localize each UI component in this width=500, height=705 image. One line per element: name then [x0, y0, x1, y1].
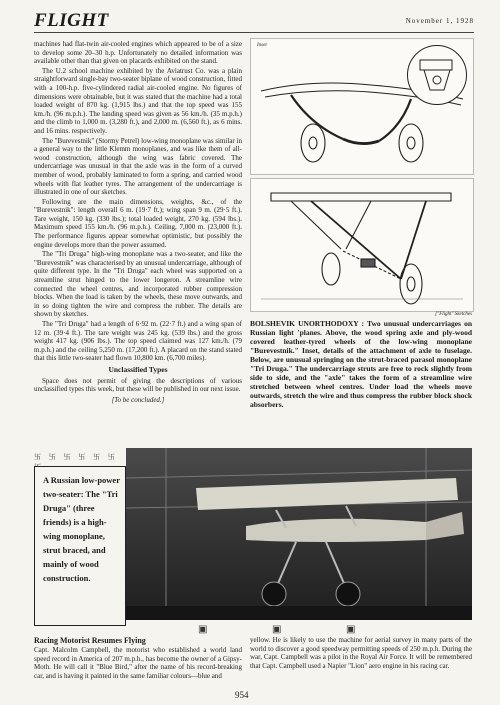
article-right-column: yellow. He is likely to use the machine for aerial survey in many parts of the world to discover a good speedway permitting speeds of 250 m.p.h. During the war, Capt. Campbell was a pilot in the Royal Air Force. It will be remembered that Capt. Campbell used a Napier "Lion" aero engine in his racing car. — [250, 636, 472, 670]
ornament-symbol: ▣ — [346, 624, 356, 635]
paragraph: The "Tri Druga" high-wing monoplane was a two-seater, and like the "Burevestnik" was characterised by an unusual undercarriage, although of quite different type. In the "Tri Druga" each wheel was supported on a streamline strut hinged to the lower longeron. A streamline wire connected the wheel centres, and incorporated rubber compression blocks. When the load is taken by the wheels, these move outwards, and in so doing tighten the wire and compress the rubber. The details are shown by sketches. — [34, 250, 242, 319]
paragraph: machines had flat-twin air-cooled engines which appeared to be of a size to develop some 20–30 h.p. Unfortunately no detailed information was available other than that given on placards exhibited on the stand. — [34, 40, 242, 66]
left-text-column — [34, 40, 242, 440]
inset-circle — [407, 45, 467, 105]
figure-caption: BOLSHEVIK UNORTHODOXY : Two unusual undercarriages on Russian light 'planes. Above, the wood spring axle and ply-wood covered leather-tyred wheels of the low-wing monoplane "Burevestnik." Inset, details of the attachment of axle to fuselage. Below, are unusual springing on the strut-braced parasol monoplane "Tri Druga." The undercarriage struts are free to rock slightly from side to side, and the "axle" takes the form of a streamline wire stretched between wheel centres. Under load the wheels move outwards, stretch the wire and thus compress the rubber block shock absorbers. — [250, 319, 472, 409]
photo-caption-text: A Russian low-power two-seater: The "Tri Druga" (three friends) is a high-wing monoplane, strut braced, and mainly of wood construction. — [43, 475, 120, 583]
tri-druga-sketch-drawing — [251, 179, 473, 311]
ornament-symbol: ▣ — [272, 624, 282, 635]
ornament-symbol: ▣ — [198, 624, 208, 635]
tri-druga-photograph — [126, 448, 472, 620]
inset-label: Inset — [257, 43, 267, 48]
sketch-tri-druga-undercarriage — [250, 178, 474, 312]
masthead — [34, 12, 474, 33]
inset-detail-drawing — [408, 46, 466, 104]
paragraph: The "Burevestnik" (Stormy Petrel) low-wing monoplane was similar in a general way to the little Klemm monoplanes, and was like them of all-wood construction, although the wing was fabric covered. The undercarriage was unusual in that the axle was in the form of a curved member of wood, probably laminated to form a spring, and carried wood wheels with flat leather tyres. The arrangement of the undercarriage is illustrated in one of our sketches. — [34, 136, 242, 197]
photo-caption-box — [34, 466, 126, 626]
photo-illustration — [126, 448, 472, 620]
issue-date: November 1, 1928 — [405, 17, 474, 25]
paragraph: Following are the main dimensions, weights, &c., of the "Burevestnik": length overall 6 m. (19·7 ft.); wing span 9 m. (29·5 ft.). Tare weight, 150 kg. (330 lbs.); total loaded weight, 270 kg. (594 lbs.). Maximum speed 155 km./h. (96 m.p.h.). Ceiling, 7,000 m. (23,000 ft.). The performance figures appear somewhat optimistic, but possibly the engine develops more than the power assumed. — [34, 197, 242, 249]
flight-logo: FLIGHT — [34, 10, 109, 31]
article-title: Racing Motorist Resumes Flying — [34, 636, 146, 645]
paragraph: Space does not permit of giving the descriptions of various unclassified types this week, but these will be published in our next issue. — [34, 376, 242, 394]
article-left-column: Capt. Malcolm Campbell, the motorist who established a world land speed record in America of 207 m.p.h., has become the owner of a Gipsy-Moth. He will call it "Blue Bird," after the name of his record-breaking car, and is having it painted in the same familiar colours—blue and — [34, 646, 242, 680]
sketch-burevestnik-undercarriage — [250, 38, 474, 175]
paragraph: The "Tri Druga" had a length of 6·92 m. (22·7 ft.) and a wing span of 12 m. (39·4 ft.). The tare weight was 245 kg. (539 lbs.) and the gross weight 417 kg. (906 lbs.). The top speed claimed was 127 km./h. (79 m.p.h.) and the ceiling 5,250 m. (17,200 ft.). A placard on the stand stated that this little two-seater had flown 10,800 km. (6,700 miles). — [34, 320, 242, 363]
ornament-row: 卐 卐 卐 卐 卐 卐 — [34, 453, 118, 461]
sketch-credit: ["Flight" Sketches — [435, 312, 472, 317]
paragraph: The U.2 school machine exhibited by the Aviatrust Co. was a plain straightforward single-bay two-seater biplane of wood construction, fitted with a 100-h.p. five-cylindered radial air-cooled engine. No figures of dimensions were obtainable, but it was stated that the machine had a total loaded weight of 870 kg. (1,915 lbs.) and that the top speed was 155 km./h. (96 m.p.h.). The landing speed was given as 56 km./h. (35 m.p.h.) and the climb to 1,000 m. (3,280 ft.), and 2,000 m. (6,560 ft.), as 6 mins. and 16 mins. respectively. — [34, 66, 242, 135]
section-heading: Unclassified Types — [108, 364, 168, 374]
page-number: 954 — [235, 690, 249, 700]
to-be-concluded: [To be concluded.] — [111, 395, 165, 404]
